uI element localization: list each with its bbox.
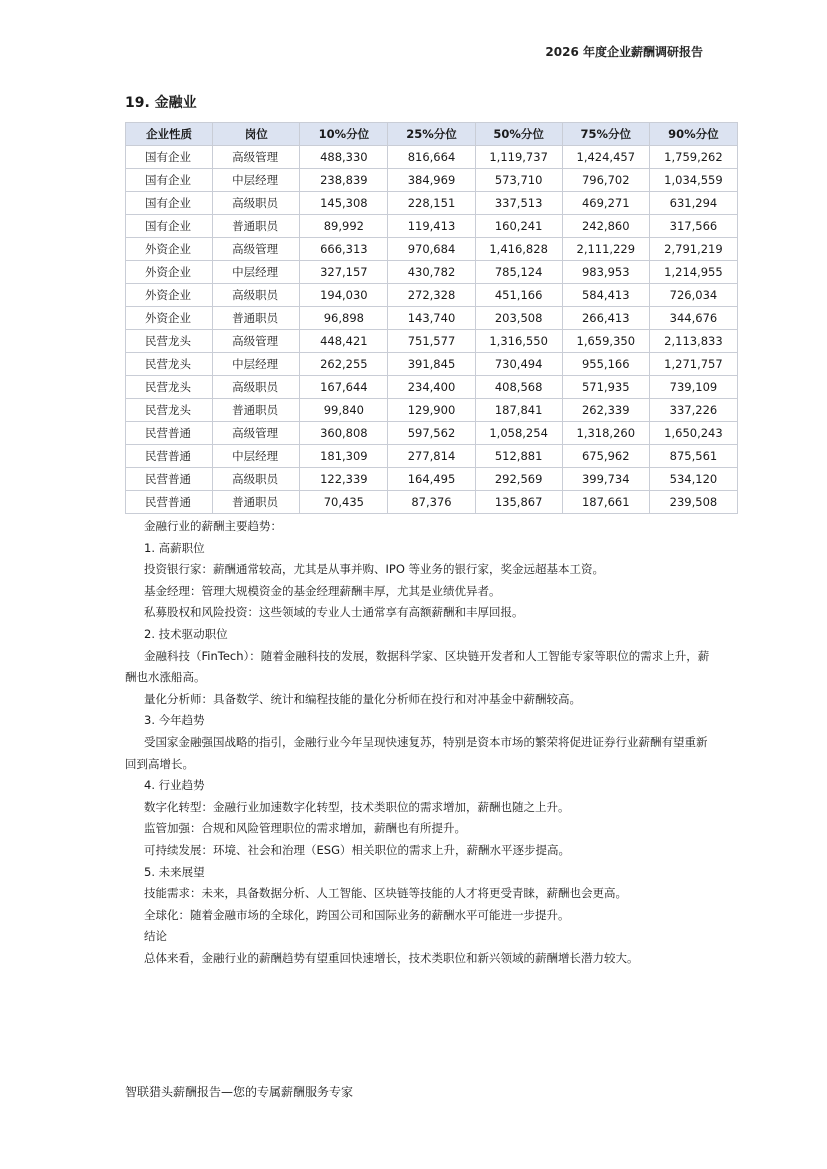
paragraph: 1. 高薪职位 <box>144 540 205 555</box>
table-row <box>126 422 738 445</box>
position-cell: 普通职员 <box>213 491 300 514</box>
company-type-cell: 民营普通 <box>126 422 213 445</box>
paragraph: 私募股权和风险投资：这些领域的专业人士通常享有高额薪酬和丰厚回报。 <box>144 605 524 620</box>
company-type-cell: 外资企业 <box>126 238 213 261</box>
report-header-title: 2026 年度企业薪酬调研报告 <box>545 45 703 59</box>
salary-cell: 448,421 <box>300 330 388 353</box>
salary-cell: 1,058,254 <box>475 422 562 445</box>
salary-cell: 89,992 <box>300 215 388 238</box>
salary-cell: 1,119,737 <box>475 146 562 169</box>
table-row <box>126 146 738 169</box>
paragraph: 2. 技术驱动职位 <box>144 626 228 641</box>
table-row <box>126 192 738 215</box>
position-cell: 高级管理 <box>213 422 300 445</box>
salary-cell: 262,255 <box>300 353 388 376</box>
salary-cell: 1,316,550 <box>475 330 562 353</box>
salary-cell: 135,867 <box>475 491 562 514</box>
paragraph: 金融行业的薪酬主要趋势： <box>144 519 282 533</box>
column-header: 50%分位 <box>475 123 562 146</box>
table-row <box>126 491 738 514</box>
salary-cell: 203,508 <box>475 307 562 330</box>
salary-cell: 262,339 <box>562 399 649 422</box>
position-cell: 高级管理 <box>213 330 300 353</box>
paragraph: 总体来看，金融行业的薪酬趋势有望重回快速增长，技术类职位和新兴领域的薪酬增长潜力较大。 <box>144 950 639 965</box>
position-cell: 普通职员 <box>213 307 300 330</box>
salary-cell: 597,562 <box>388 422 475 445</box>
salary-cell: 228,151 <box>388 192 475 215</box>
column-header: 25%分位 <box>388 123 475 146</box>
salary-cell: 344,676 <box>649 307 737 330</box>
salary-cell: 242,860 <box>562 215 649 238</box>
salary-cell: 512,881 <box>475 445 562 468</box>
salary-cell: 451,166 <box>475 284 562 307</box>
salary-cell: 751,577 <box>388 330 475 353</box>
trend-analysis-text <box>125 516 710 969</box>
company-type-cell: 民营龙头 <box>126 376 213 399</box>
position-cell: 高级职员 <box>213 468 300 491</box>
table-row <box>126 307 738 330</box>
position-cell: 中层经理 <box>213 169 300 192</box>
column-header: 75%分位 <box>562 123 649 146</box>
salary-cell: 631,294 <box>649 192 737 215</box>
salary-cell: 194,030 <box>300 284 388 307</box>
salary-cell: 164,495 <box>388 468 475 491</box>
paragraph: 金融科技（FinTech）：随着金融科技的发展，数据科学家、区块链开发者和人工智能专家等职位的需求上升，薪酬也水涨船高。 <box>125 648 710 685</box>
paragraph: 基金经理：管理大规模资金的基金经理薪酬丰厚，尤其是业绩优异者。 <box>144 583 501 598</box>
paragraph: 受国家金融强国战略的指引，金融行业今年呈现快速复苏，特别是资本市场的繁荣将促进证券行业薪酬有望重新回到高增长。 <box>125 734 708 771</box>
company-type-cell: 民营普通 <box>126 468 213 491</box>
salary-cell: 70,435 <box>300 491 388 514</box>
salary-cell: 317,566 <box>649 215 737 238</box>
position-cell: 中层经理 <box>213 445 300 468</box>
salary-cell: 129,900 <box>388 399 475 422</box>
salary-cell: 816,664 <box>388 146 475 169</box>
position-cell: 高级管理 <box>213 146 300 169</box>
paragraph: 数字化转型：金融行业加速数字化转型，技术类职位的需求增加，薪酬也随之上升。 <box>144 799 570 814</box>
salary-cell: 238,839 <box>300 169 388 192</box>
salary-cell: 399,734 <box>562 468 649 491</box>
position-cell: 高级职员 <box>213 376 300 399</box>
table-row <box>126 468 738 491</box>
salary-cell: 584,413 <box>562 284 649 307</box>
salary-cell: 2,113,833 <box>649 330 737 353</box>
company-type-cell: 外资企业 <box>126 307 213 330</box>
salary-cell: 2,111,229 <box>562 238 649 261</box>
salary-cell: 1,034,559 <box>649 169 737 192</box>
column-header: 90%分位 <box>649 123 737 146</box>
salary-cell: 469,271 <box>562 192 649 215</box>
salary-cell: 187,841 <box>475 399 562 422</box>
salary-cell: 796,702 <box>562 169 649 192</box>
salary-cell: 1,659,350 <box>562 330 649 353</box>
table-row <box>126 261 738 284</box>
salary-cell: 143,740 <box>388 307 475 330</box>
salary-cell: 99,840 <box>300 399 388 422</box>
salary-cell: 87,376 <box>388 491 475 514</box>
table-row <box>126 353 738 376</box>
company-type-cell: 民营普通 <box>126 491 213 514</box>
salary-cell: 1,424,457 <box>562 146 649 169</box>
salary-table <box>125 122 738 514</box>
table-row <box>126 238 738 261</box>
salary-cell: 785,124 <box>475 261 562 284</box>
salary-cell: 119,413 <box>388 215 475 238</box>
salary-cell: 573,710 <box>475 169 562 192</box>
salary-cell: 122,339 <box>300 468 388 491</box>
position-cell: 高级管理 <box>213 238 300 261</box>
salary-cell: 675,962 <box>562 445 649 468</box>
salary-cell: 239,508 <box>649 491 737 514</box>
salary-cell: 187,661 <box>562 491 649 514</box>
salary-cell: 234,400 <box>388 376 475 399</box>
salary-cell: 167,644 <box>300 376 388 399</box>
salary-cell: 145,308 <box>300 192 388 215</box>
salary-cell: 337,226 <box>649 399 737 422</box>
company-type-cell: 国有企业 <box>126 192 213 215</box>
table-row <box>126 284 738 307</box>
position-cell: 高级职员 <box>213 284 300 307</box>
table-row <box>126 169 738 192</box>
salary-cell: 1,214,955 <box>649 261 737 284</box>
salary-cell: 430,782 <box>388 261 475 284</box>
salary-cell: 955,166 <box>562 353 649 376</box>
table-row <box>126 330 738 353</box>
company-type-cell: 民营普通 <box>126 445 213 468</box>
company-type-cell: 民营龙头 <box>126 353 213 376</box>
paragraph: 监管加强：合规和风险管理职位的需求增加，薪酬也有所提升。 <box>144 821 466 836</box>
paragraph: 5. 未来展望 <box>144 864 205 879</box>
paragraph: 可持续发展：环境、社会和治理（ESG）相关职位的需求上升，薪酬水平逐步提高。 <box>144 842 570 857</box>
page-footer: 智联猎头薪酬报告—您的专属薪酬服务专家 <box>125 1085 354 1099</box>
paragraph: 结论 <box>144 929 167 944</box>
salary-cell: 875,561 <box>649 445 737 468</box>
paragraph: 投资银行家：薪酬通常较高，尤其是从事并购、IPO 等业务的银行家，奖金远超基本工资。 <box>144 562 605 577</box>
company-type-cell: 国有企业 <box>126 215 213 238</box>
salary-cell: 408,568 <box>475 376 562 399</box>
salary-cell: 391,845 <box>388 353 475 376</box>
table-header-row <box>126 123 738 146</box>
position-cell: 中层经理 <box>213 261 300 284</box>
position-cell: 高级职员 <box>213 192 300 215</box>
salary-cell: 292,569 <box>475 468 562 491</box>
salary-cell: 266,413 <box>562 307 649 330</box>
table-row <box>126 445 738 468</box>
company-type-cell: 民营龙头 <box>126 330 213 353</box>
company-type-cell: 国有企业 <box>126 146 213 169</box>
salary-cell: 384,969 <box>388 169 475 192</box>
salary-cell: 1,318,260 <box>562 422 649 445</box>
salary-cell: 726,034 <box>649 284 737 307</box>
salary-cell: 337,513 <box>475 192 562 215</box>
paragraph: 量化分析师：具备数学、统计和编程技能的量化分析师在投行和对冲基金中薪酬较高。 <box>144 691 581 706</box>
salary-cell: 181,309 <box>300 445 388 468</box>
salary-cell: 1,650,243 <box>649 422 737 445</box>
table-row <box>126 399 738 422</box>
salary-cell: 327,157 <box>300 261 388 284</box>
position-cell: 普通职员 <box>213 215 300 238</box>
salary-cell: 272,328 <box>388 284 475 307</box>
section-title: 19. 金融业 <box>125 95 197 111</box>
column-header: 10%分位 <box>300 123 388 146</box>
salary-cell: 160,241 <box>475 215 562 238</box>
table-row <box>126 376 738 399</box>
salary-cell: 2,791,219 <box>649 238 737 261</box>
salary-cell: 360,808 <box>300 422 388 445</box>
salary-cell: 970,684 <box>388 238 475 261</box>
company-type-cell: 民营龙头 <box>126 399 213 422</box>
salary-cell: 277,814 <box>388 445 475 468</box>
paragraph: 4. 行业趋势 <box>144 778 205 793</box>
salary-cell: 983,953 <box>562 261 649 284</box>
salary-cell: 730,494 <box>475 353 562 376</box>
salary-cell: 739,109 <box>649 376 737 399</box>
salary-cell: 666,313 <box>300 238 388 261</box>
position-cell: 中层经理 <box>213 353 300 376</box>
salary-cell: 1,416,828 <box>475 238 562 261</box>
salary-cell: 534,120 <box>649 468 737 491</box>
salary-cell: 571,935 <box>562 376 649 399</box>
salary-cell: 488,330 <box>300 146 388 169</box>
paragraph: 技能需求：未来，具备数据分析、人工智能、区块链等技能的人才将更受青睐，薪酬也会更高。 <box>144 886 627 901</box>
salary-cell: 1,271,757 <box>649 353 737 376</box>
paragraph: 全球化：随着金融市场的全球化，跨国公司和国际业务的薪酬水平可能进一步提升。 <box>144 907 570 922</box>
company-type-cell: 外资企业 <box>126 284 213 307</box>
column-header: 企业性质 <box>126 123 213 146</box>
company-type-cell: 外资企业 <box>126 261 213 284</box>
salary-cell: 1,759,262 <box>649 146 737 169</box>
column-header: 岗位 <box>213 123 300 146</box>
paragraph: 3. 今年趋势 <box>144 713 205 728</box>
company-type-cell: 国有企业 <box>126 169 213 192</box>
table-row <box>126 215 738 238</box>
salary-cell: 96,898 <box>300 307 388 330</box>
position-cell: 普通职员 <box>213 399 300 422</box>
